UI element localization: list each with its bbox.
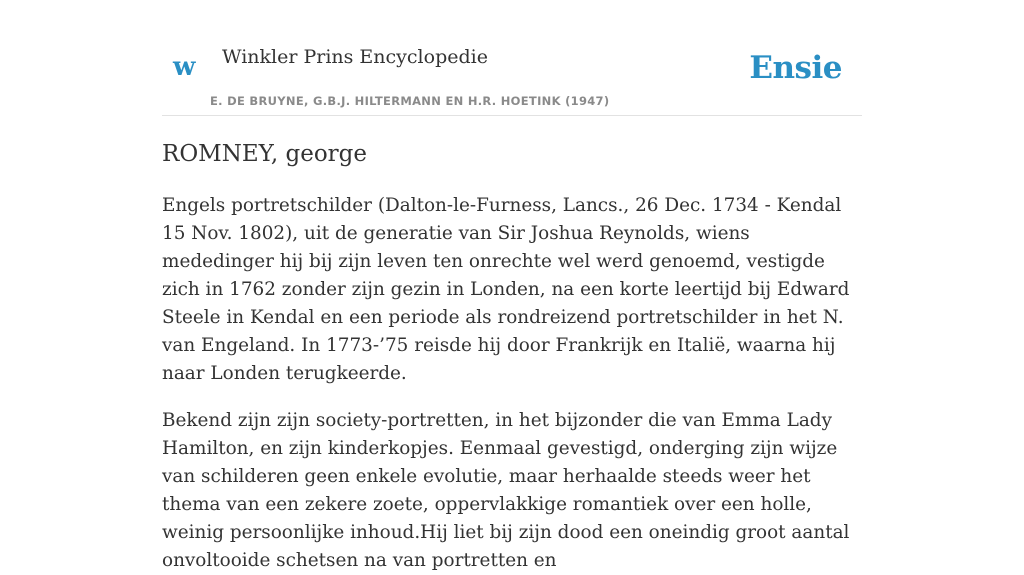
winkler-prins-logo-icon[interactable]: w bbox=[173, 52, 196, 82]
source-title-link[interactable]: Winkler Prins Encyclopedie bbox=[222, 46, 488, 68]
article-body bbox=[162, 138, 862, 575]
source-header bbox=[162, 40, 862, 116]
article-title: ROMNEY, george bbox=[162, 141, 367, 167]
article-paragraph-1: Engels portretschilder (Dalton-le-Furness, Lancs., 26 Dec. 1734 - Kendal 15 Nov. 1802), uit de generatie van Sir Joshua Reynolds, wiens mededinger hij bij zijn leven ten onrechte wel werd genoemd, vestigde zich in 1762 zonder zijn gezin in Londen, na een korte leertijd bij Edward Steele in Kendal en een periode als rondreizend portretschilder in het N. van Engeland. In 1773-’75 reisde hij door Frankrijk en Italië, waarna hij naar Londen terugkeerde. bbox=[162, 195, 850, 384]
source-authors: E. DE BRUYNE, G.B.J. HILTERMANN EN H.R. HOETINK (1947) bbox=[210, 94, 610, 108]
ensie-logo-link[interactable]: Ensie bbox=[749, 50, 842, 86]
article-paragraph-2: Bekend zijn zijn society-portretten, in het bijzonder die van Emma Lady Hamilton, en zijn kinderkopjes. Eenmaal gevestigd, onderging zijn wijze van schilderen geen enkele evolutie, maar herhaalde steeds weer het thema van een zekere zoete, oppervlakkige romantiek over een holle, weinig persoonlijke inhoud.Hij liet bij zijn dood een oneindig groot aantal onvoltooide schetsen na van portretten en bbox=[162, 410, 850, 571]
